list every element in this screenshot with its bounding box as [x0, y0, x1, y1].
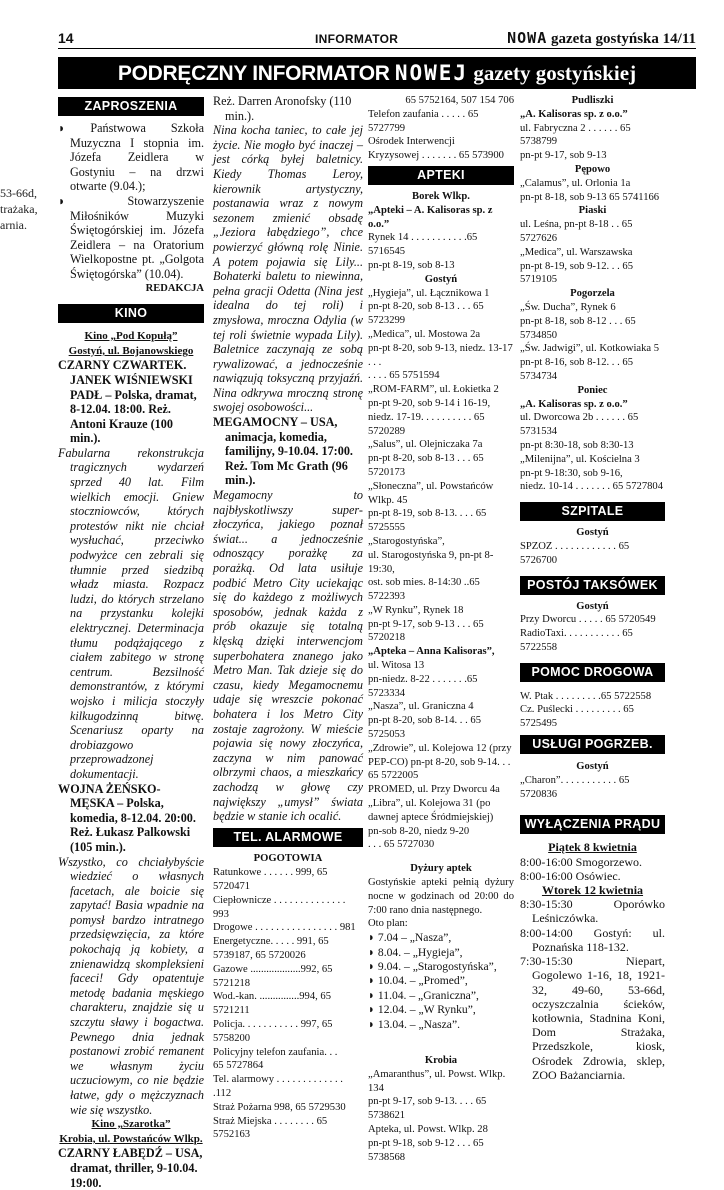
pharmacy-line: „Nasza”, ul. Graniczna 4: [368, 701, 474, 713]
phone-line: Ośrodek Interwencji: [368, 136, 455, 148]
page-number: 14: [58, 30, 74, 46]
film-entry: WOJNA ŻEŃSKO-MĘSKA – Polska, komedia, 8-12.04. 20:00. Reż. Łukasz Palkowski (105 min.).: [58, 781, 196, 854]
funeral-line: „Charon”. . . . . . . . . . . 65 5720836: [520, 774, 630, 800]
town-title: Pudliszki: [571, 95, 614, 106]
pharmacy-line: pn-pt 8-18, sob 9-13 65 5741166: [520, 191, 660, 203]
town-title: Gostyń: [424, 273, 458, 285]
alarm-line: Tel. alarmowy . . . . . . . . . . . . . .112: [213, 1074, 343, 1100]
pharmacy-line: „Salus”, ul. Olejniczaka 7a: [368, 439, 483, 451]
town-title: Piaski: [578, 205, 607, 217]
section-header-szpitale: SZPITALE: [520, 502, 665, 521]
cinema-address: Gostyń, ul. Bojanowskiego: [68, 344, 194, 357]
outage-item: 8:30-15:30 Oporówko Leśniczówka.: [520, 897, 665, 926]
hospital-line: SPZOZ . . . . . . . . . . . . 65 5726700: [520, 540, 630, 566]
duty-item: ◗ 12.04. – „W Rynku”,: [368, 1003, 476, 1017]
alarm-list: [213, 866, 363, 1142]
pharmacy-line: ul. Fabryczna 2 . . . . . . 65 5738799: [520, 122, 631, 148]
section-header-alarm: TEL. ALARMOWE: [213, 828, 363, 847]
town-title: Gostyń: [576, 600, 609, 612]
alarm-line: Ratunkowe . . . . . . 999, 65 5720471: [213, 867, 328, 893]
banner-part3: gazety gostyńskiej: [473, 61, 637, 85]
pharmacy-line: „Św. Ducha”, Rynek 6: [520, 301, 616, 313]
pharmacy-line: „Św. Jadwigi”, ul. Kotkowiaka 5: [520, 343, 660, 355]
masthead-nowa: NOWA: [507, 29, 548, 47]
pharmacy-line: pn-pt 8-20, sob 8-13 . . . 65 5723299: [368, 301, 484, 327]
alarm-line: Gazowe ...................992, 65 5721218: [213, 963, 333, 989]
alarm-line: Policja. . . . . . . . . . . 997, 65 5758200: [213, 1019, 333, 1044]
pharmacy-line: „Libra”, ul. Kolejowa 31 (po dawnej aptece Śródmiejskiej): [368, 798, 494, 823]
column-3: [368, 94, 514, 1164]
pharmacy-line: pn-pt 8-16, sob 8-12. . . 65 5734734: [520, 357, 633, 382]
pharmacy-line: pn-pt 9-18, sob 9-12 . . . 65 5738568: [368, 1137, 484, 1163]
cinema-name: Kino „Szarotka”: [91, 1118, 171, 1131]
cinema-name: Kino „Pod Kopułą”: [84, 330, 178, 343]
pharmacy-line: pn-pt 9-17, sob 9-13 . . . 65 5720218: [368, 618, 484, 644]
pharmacy-line: pn-pt 8-20, sob 8-13 . . . 65 5720173: [368, 453, 484, 478]
pharmacy-line: pn-pt 9-17, sob 9-13: [520, 150, 607, 162]
pharmacy-line: „Zdrowie”, ul. Kolejowa 12 (przy PEP-CO) pn-pt 8-20, sob 9-14. . . 65 5722005: [368, 742, 512, 782]
towing-line: Cz. Puślecki . . . . . . . . . 65 5725495: [520, 704, 634, 730]
pharmacy-line: pn-pt 8-20, sob 8-14. . . 65 5725053: [368, 715, 481, 741]
section-header-zaproszenia: ZAPROSZENIA: [58, 97, 204, 116]
outage-item: 7:30-15:30 Niepart, Gogolewo 1-16, 18, 1921-32, 49-60, 53-66d, oczyszczalnia ścieków, kotłownia, Stadnina Koni, Dom Strażaka, Przedszkole, kiosk, Ośrodek Zdrowia, sklep, ZOO Bażanciarnia.: [520, 954, 665, 1082]
film-entry-cont: Reż. Darren Aronofsky (110 min.).: [213, 94, 352, 123]
pharmacy-line: „Amaranthus”, ul. Powst. Wlkp. 134: [368, 1068, 506, 1094]
film-description: Megamocny to najbłyskotliwszy super-złoczyńca, jakiego poznał świat... a jednocześnie odnoszący porażkę za porażką. Od lata usiłuje podbić Metro City uciekając się do każdego z możliwych sposobów, jednak każda z prób okazuje się totalną klęską dzięki interwencjom superbohatera znanego jako Metro Man. Tak dzieje się do czasu, kiedy Megamocnemu udaje się wreszcie pokonać bohatera i los Metro City zostaje zagrożony. W mieście pojawia się nowy złoczyńca, zaczyna w nim panować olbrzymi chaos, a mieszkańcy zachodzą w głowę czy największy „umysł” świata będzie w stanie ich ocalić.: [213, 488, 363, 824]
pharmacy-line: „Słoneczna”, ul. Powstańców Wlkp. 45: [368, 480, 494, 506]
pharmacy-line: „ROM-FARM”, ul. Łokietka 2: [368, 384, 499, 396]
pharmacy-line: pn-pt 8-20, sob 9-13, niedz. 13-17 . . .: [368, 342, 513, 368]
town-title: Krobia: [424, 1055, 458, 1067]
town-title: Gostyń: [576, 761, 609, 773]
alarm-line: Ciepłownicze . . . . . . . . . . . . . . 993: [213, 894, 346, 920]
duty-text: Gostyńskie apteki pełnią dyżury nocne w godzinach od 20:00 do 7:00 rano dnia następnego.: [368, 877, 514, 916]
page-banner: [58, 57, 696, 89]
column-4: [520, 94, 665, 1082]
section-header-uslugi: USŁUGI POGRZEB.: [520, 735, 665, 754]
pharmacy-line: pn-niedz. 8-22 . . . . . . .65 5723334: [368, 673, 478, 699]
fragment-line: trażaka,: [0, 202, 38, 216]
outage-day: Piątek 8 kwietnia: [548, 840, 637, 855]
pharmacy-line: pn-pt 8-19, sob 8-13. . . . 65 5725555: [368, 508, 487, 534]
alarm-line: Straż Miejska . . . . . . . . 65 5752163: [213, 1115, 328, 1141]
pharmacy-line: „Medica”, ul. Mostowa 2a: [368, 328, 481, 340]
page-header: [0, 28, 724, 48]
towing-line: W. Ptak . . . . . . . . .65 5722558: [520, 690, 652, 702]
duty-item: ◗ 11.04. – „Graniczna”,: [368, 988, 479, 1002]
town-title: Pogorzela: [570, 288, 615, 300]
pharmacy-line: „Medica”, ul. Warszawska: [520, 246, 633, 258]
pharmacy-line: niedz. 17-19. . . . . . . . . . 65 5720289: [368, 411, 485, 437]
alarm-line: Energetyczne. . . . . 991, 65 5739187, 65 5720026: [213, 936, 329, 962]
pharmacy-line: „Milenijna”, ul. Kościelna 3: [520, 453, 640, 465]
pharmacy-line: ost. sob mies. 8-14:30 ..65 5722393: [368, 577, 480, 603]
alarm-line: Straż Pożarna 998, 65 5729530: [213, 1101, 346, 1113]
pharmacy-line: pn-sob 8-20, niedz 9-20: [368, 825, 470, 837]
pharmacy-line: „W Rynku”, Rynek 18: [368, 604, 464, 616]
pharmacy-line: pn-pt 9-18:30, sob 9-16,: [520, 467, 623, 479]
duty-item: ◗ 9.04. – „Starogostyńska”,: [368, 960, 497, 974]
pharmacy-line: „A. Kalisoras sp. z o.o.”: [520, 398, 628, 410]
pharmacy-line: . . . . 65 5751594: [368, 370, 440, 382]
left-page-fragment: [0, 185, 46, 233]
pharmacy-line: pn-pt 9-20, sob 9-14 i 16-19,: [368, 397, 491, 409]
town-title: Borek Wlkp.: [412, 190, 470, 202]
pharmacy-line: pn-pt 8-18, sob 8-12 . . . 65 5734850: [520, 315, 636, 341]
pharmacy-line: niedz. 10-14 . . . . . . . 65 5727804: [520, 481, 664, 493]
cinema-address: Krobia, ul. Powstańców Wlkp.: [59, 1132, 203, 1145]
section-header-taxi: POSTÓJ TAKSÓWEK: [520, 576, 665, 595]
pharmacy-line: ul. Starogostyńska 9, pn-pt 8-19:30,: [368, 549, 494, 575]
pharmacy-line: „Starogostyńska”,: [368, 535, 445, 547]
pharmacy-line: pn-pt 8-19, sob 9-12. . . 65 5719105: [520, 260, 633, 286]
signature-redakcja: REDAKCJA: [145, 282, 204, 294]
film-entry: CZARNY CZWARTEK. JANEK WIŚNIEWSKI PADŁ – Polska, dramat, 8-12.04. 18:00. Reż. Antoni Krauze (100 min.).: [58, 358, 197, 446]
town-title: Gostyń: [576, 527, 609, 539]
section-header-kino: KINO: [58, 304, 204, 323]
pharmacy-line: ul. Witosa 13: [368, 660, 425, 672]
duty-title: Dyżury aptek: [410, 863, 472, 875]
pharmacy-line: ul. Leśna, pn-pt 8-18 . . 65 5727626: [520, 219, 633, 244]
pharmacy-line: „Apteki – A. Kalisoras sp. z o.o.”: [368, 204, 493, 230]
town-title: Pępowo: [574, 163, 611, 175]
banner-part1: PODRĘCZNY INFORMATOR: [117, 62, 390, 85]
taxi-line: RadioTaxi. . . . . . . . . . . 65 5722558: [520, 628, 633, 653]
film-description: Fabularna rekonstrukcja tragicznych wydarzeń sprzed 40 lat. Film wielkich emocji. Gniew stoczniowców, których protestów nikt nie chciał wysłuchać, przeciwko podwyżce cen zebrali się tłumnie przed siedzibą władz miasta. Rozpacz ludzi, do których strzelano na przystanku kolejki elektrycznej. Determinacja tłumu podążającego z ciałem zabitego w stronę centrum. Bezsilność demonstrantów, z którymi wojsko i milicja stoczyły kilkugodzinną bitwę. Scenariusz oparty na drobiazgowo przeprowadzonej dokumentacji.: [58, 445, 204, 781]
pharmacy-line: pn-pt 9-17, sob 9-13. . . . 65 5738621: [368, 1096, 487, 1122]
masthead-rest: gazeta gostyńska 14/11: [550, 31, 696, 47]
outage-day: Wtorek 12 kwietnia: [541, 883, 644, 898]
pharmacy-line: „A. Kalisoras sp. z o.o.”: [520, 108, 628, 120]
section-header-wylaczenia: WYŁĄCZENIA PRĄDU: [520, 815, 665, 834]
pharmacy-line: PROMED, ul. Przy Dworcu 4a: [368, 784, 500, 796]
outage-item: 8:00-16:00 Osówiec.: [520, 868, 621, 883]
duty-item: ◗ 13.04. – „Nasza”.: [368, 1017, 460, 1031]
phone-line: 65 5752164, 507 154 706: [405, 95, 514, 106]
duty-list: [368, 931, 514, 1032]
pharmacy-line: „Hygieja”, ul. Łącznikowa 1: [368, 287, 490, 299]
section-title: INFORMATOR: [315, 32, 399, 46]
section-header-apteki: APTEKI: [368, 166, 514, 185]
banner-part2: NOWEJ: [394, 61, 469, 85]
column-1: [58, 94, 204, 1190]
invitation-item: ◗ Stowarzyszenie Miłośników Muzyki Świętogórskiej im. Józefa Zeidlera – na Oratorium Wielkopostne pt. „Golgota Świętogórska” (10.04).: [58, 193, 204, 281]
pharmacy-line: „Calamus”, ul. Orlonia 1a: [520, 177, 631, 189]
duty-item: ◗ 8.04. – „Hygieja”,: [368, 945, 463, 959]
film-entry: MEGAMOCNY – USA, animacja, komedia, familijny, 9-10.04. 17:00. Reż. Tom Mc Grath (96 min.).: [213, 415, 353, 488]
fragment-line: arnia.: [0, 218, 27, 232]
outage-item: 8:00-16:00 Smogorzewo.: [520, 854, 642, 869]
film-entry: CZARNY ŁABĘDŹ – USA, dramat, thriller, 9-10.04. 19:00.: [58, 1146, 203, 1190]
duty-plan-label: Oto plan:: [368, 918, 408, 930]
town-title: Poniec: [577, 384, 608, 396]
header-rule: [58, 48, 696, 49]
masthead: [507, 29, 696, 48]
alarm-line: 65 5727864: [213, 1060, 264, 1072]
taxi-line: Przy Dworcu . . . . . 65 5720549: [520, 614, 656, 626]
alarm-line: Wod.-kan. ...............994, 65 5721211: [213, 991, 332, 1017]
alarm-line: Drogowe . . . . . . . . . . . . . . . . 981: [213, 922, 356, 934]
pharmacy-line: Rynek 14 . . . . . . . . . . .65 5716545: [368, 232, 478, 258]
pharmacy-line: „Apteka – Anna Kalisoras”,: [368, 646, 495, 658]
pharmacy-line: Apteka, ul. Powst. Wlkp. 28: [368, 1124, 488, 1136]
phone-line: Telefon zaufania . . . . . 65 5727799: [368, 108, 479, 134]
outages-list: [520, 840, 665, 1081]
outage-item: 8:00-14:00 Gostyń: ul. Poznańska 118-132.: [520, 925, 665, 954]
fragment-line: 53-66d,: [0, 186, 37, 200]
invitation-item: ◗ Państwowa Szkoła Muzyczna I stopnia im. Józefa Zeidlera w Gostyniu – na drzwi otwarte (9.04.);: [58, 121, 204, 194]
film-description: Wszystko, co chciałybyście wiedzieć o własnych facetach, ale boicie się zapytać! Basia wpadnie na pomysł bardzo intratnego przedsięwzięcia, za które pokochają ją kobiety, a znienawidzą skompleksieni faceci! Gdy opatentuje metodę badania męskiego charakteru, znajdzie się u szczytu sławy i bogactwa. Pewnego dnia jednak postanowi zrobić remanent we własnym życiu uczuciowym, co nie będzie łatwe, gdy o mężczyznach wie się wszystko.: [58, 854, 204, 1117]
phone-line: Kryzysowej . . . . . . . 65 573900: [368, 150, 504, 162]
duty-item: ◗ 10.04. – „Promed”,: [368, 974, 468, 988]
pharmacy-line: . . . 65 5727030: [368, 839, 435, 851]
film-description: Nina kocha taniec, to całe jej życie. Nie mogło być inaczej – jest córką byłej baletnicy. Kiedy Thomas Leroy, kierownik artystyczny, postanawia wraz z nowym sezonem zmienić obsadę „Jeziora łabędziego”, chce powierzyć główną rolę Ninie. A potem pojawia się Lily... Bohaterki baletu to niewinna, pełna gracji Odetta (Nina jest idealna do tej roli) i zmysłowa, mroczna Odylia (w tej roli świetnie wypada Lily). Baletnice zaczynają ze sobą rywalizować, a jednocześnie nawiązują toksyczną przyjaźń. Nina odkrywa mroczną stronę swojej osobowości...: [213, 123, 363, 415]
column-2: [213, 94, 363, 1142]
alarm-line: Policyjny telefon zaufania. . .: [213, 1046, 338, 1058]
pharmacy-line: pn-pt 8-19, sob 8-13: [368, 259, 455, 271]
section-header-pomoc: POMOC DROGOWA: [520, 663, 665, 682]
pharmacy-line: ul. Dworcowa 2b . . . . . . 65 5731534: [520, 412, 639, 438]
subsection-title: POGOTOWIA: [253, 852, 323, 864]
pharmacy-line: pn-pt 8:30-18, sob 8:30-13: [520, 439, 634, 451]
duty-item: ◗ 7.04 – „Nasza”,: [368, 931, 452, 945]
